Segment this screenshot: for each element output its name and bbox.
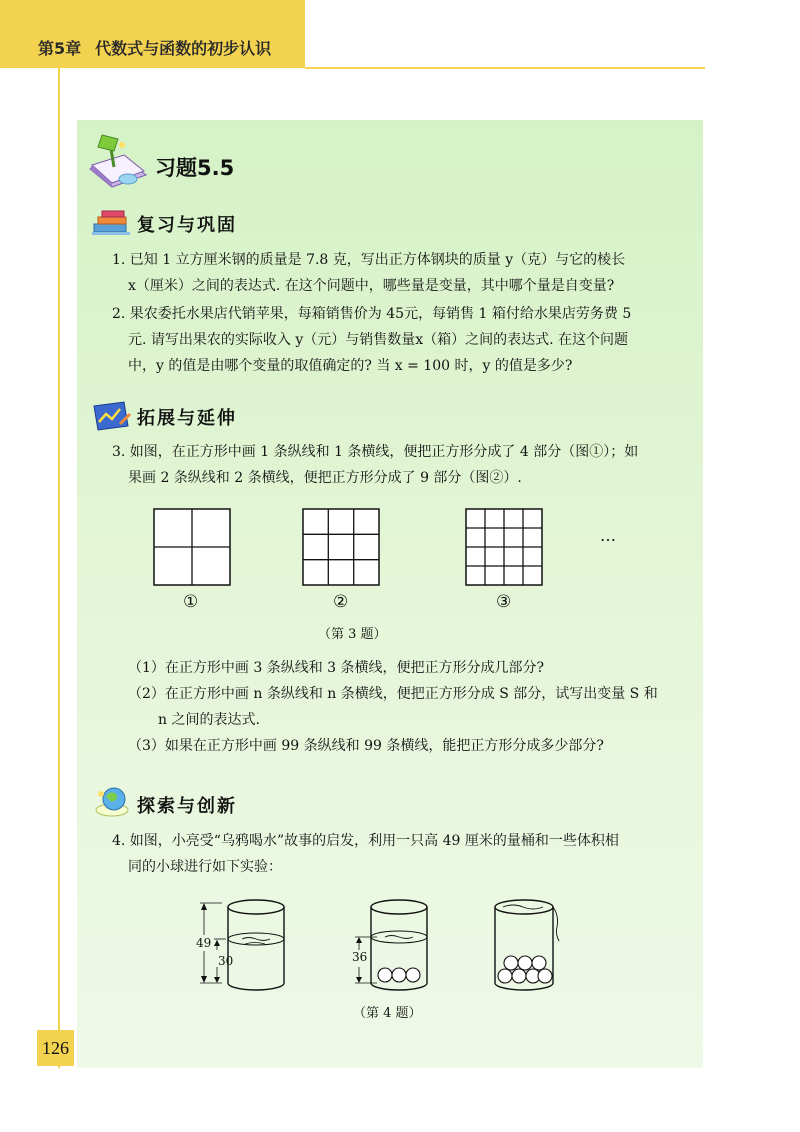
grid-4x4-figure [465,508,543,586]
figure-label-3: ③ [496,592,512,612]
grid-2x2-figure [153,508,231,586]
question-3 [112,439,692,491]
chapter-name: 代数式与函数的初步认识 [95,39,272,58]
grid-3x3-figure [302,508,380,586]
exercise-title: 习题5.5 [155,156,235,180]
q2-line-2: 元. 请写出果农的实际收入 y（元）与销售数量x（箱）之间的表达式. 在这个问题 [128,332,629,348]
q4-line-1: 4. 如图，小亮受“乌鸦喝水”故事的启发，利用一只高 49 厘米的量桶和一些体积相 [112,833,619,849]
figure-3-caption: （第 3 题） [318,627,387,642]
page-number: 126 [37,1030,74,1066]
chart-board-icon [90,400,132,432]
q3-subpart-1: （1）在正方形中画 3 条纵线和 3 条横线，便把正方形分成几部分? [128,660,545,676]
cylinder-figure-3 [483,895,583,995]
header-rule [305,67,705,69]
figure-ellipsis: … [600,526,617,545]
figure-label-2: ② [333,592,349,612]
section-review-title: 复习与巩固 [137,215,237,236]
q1-line-1: 1. 已知 1 立方厘米钢的质量是 7.8 克，写出正方体钢块的质量 y（克）与它的棱长 [112,252,626,268]
book-lamp-icon [84,133,154,193]
dim-label-36: 36 [352,950,368,964]
question-4 [112,828,692,880]
q3-subpart-3: （3）如果在正方形中画 99 条纵线和 99 条横线，能把正方形分成多少部分? [128,738,604,754]
q2-line-1: 2. 果农委托水果店代销苹果，每箱销售价为 45元，每销售 1 箱付给水果店劳务费 5 [112,306,632,322]
question-1 [112,247,692,299]
question-3-subparts [128,655,692,759]
q2-line-3: 中，y 的值是由哪个变量的取值确定的? 当 x = 100 时，y 的值是多少? [128,358,573,374]
section-explore-title: 探索与创新 [137,796,237,817]
q1-line-2: x（厘米）之间的表达式. 在这个问题中，哪些量是变量，其中哪个量是自变量? [128,278,615,294]
books-icon [90,208,132,238]
cylinder-figure-2 [345,895,445,995]
chapter-number: 第5章 [38,39,82,58]
q3-line-1: 3. 如图，在正方形中画 1 条纵线和 1 条横线，便把正方形分成了 4 部分（图①）；如 [112,444,639,460]
globe-icon [92,784,132,818]
q3-subpart-2b: n 之间的表达式. [158,712,260,728]
margin-line [58,68,60,1068]
q4-line-2: 同的小球进行如下实验： [128,859,282,875]
q3-subpart-2a: （2）在正方形中画 n 条纵线和 n 条横线，便把正方形分成 S 部分，试写出变量 S 和 [128,686,658,702]
figure-4-caption: （第 4 题） [353,1006,422,1021]
question-2 [112,301,692,379]
section-extend-title: 拓展与延伸 [137,408,237,429]
chapter-title [38,36,271,59]
dim-label-30: 30 [218,954,234,968]
figure-label-1: ① [183,592,199,612]
q3-line-2: 果画 2 条纵线和 2 条横线，便把正方形分成了 9 部分（图②）. [128,470,522,486]
dim-label-49: 49 [196,936,212,950]
